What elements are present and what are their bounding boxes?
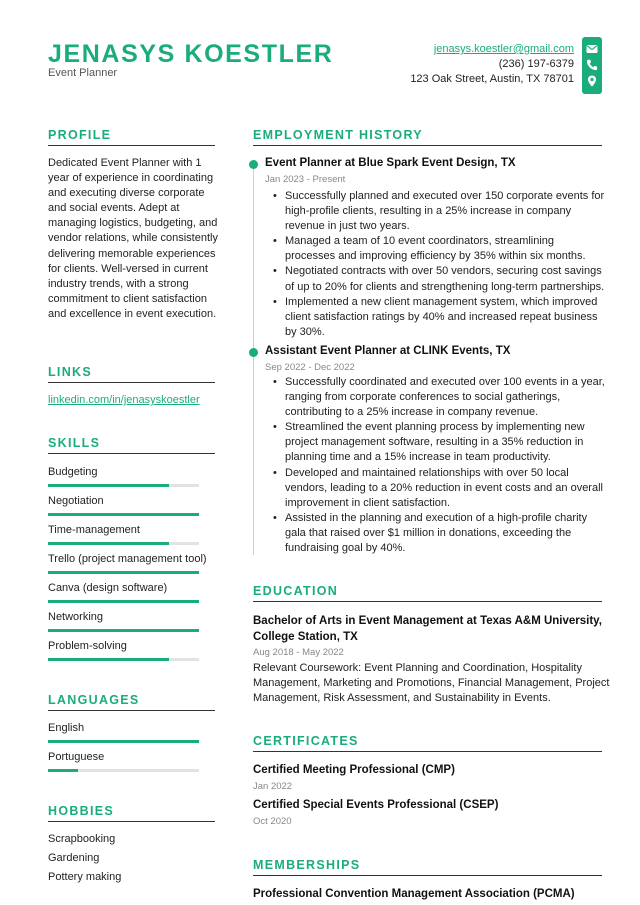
- address: 123 Oak Street, Austin, TX 78701: [410, 73, 574, 85]
- skills-divider: [48, 453, 215, 454]
- skill-label: Time-management: [48, 524, 140, 536]
- job-entry-dates: Sep 2022 - Dec 2022: [265, 362, 355, 373]
- job-entry-dates: Jan 2023 - Present: [265, 174, 346, 185]
- skill-level-fill: [48, 629, 199, 632]
- bullet-item: • Managed a team of 10 event coordinators, streamlining processes and improving efficiency by 35% within six months.: [285, 234, 605, 264]
- links-divider: [48, 382, 215, 383]
- bullet-item: • Streamlined the event planning process by implementing new project management software, resulting in a 35% reduction in planning time and a 15% increase in team productivity.: [285, 420, 605, 465]
- languages-divider: [48, 710, 215, 711]
- skill-level-bar: [48, 542, 199, 545]
- bullet-item: • Successfully coordinated and executed over 100 events in a year, ranging from corporate conferences to social gatherings, contributing to a 25% increase in company revenue.: [285, 375, 605, 420]
- skill-level-bar: [48, 600, 199, 603]
- skill-item: [48, 495, 208, 507]
- skill-item: [48, 611, 208, 623]
- bullet-item: • Successfully planned and executed over 150 corporate events for high-profile clients, resulting in a 25% increase in company revenue in just two years.: [285, 189, 605, 234]
- skill-label: Networking: [48, 611, 104, 623]
- skill-level-bar: [48, 513, 199, 516]
- skill-level-bar: [48, 571, 199, 574]
- timeline-dot: [249, 160, 258, 169]
- job-entry-title: Event Planner at Blue Spark Event Design, TX: [265, 157, 516, 169]
- certificates-divider: [253, 751, 602, 752]
- membership-item: Professional Convention Management Association (PCMA): [253, 888, 575, 900]
- timeline-line: [253, 167, 254, 555]
- bullet-item: • Developed and maintained relationships with over 50 local vendors, leading to a 20% reduction in event costs and an overall improvement in client satisfaction.: [285, 466, 605, 511]
- skill-label: Canva (design software): [48, 582, 168, 594]
- bullet-item: • Negotiated contracts with over 50 vendors, securing cost savings of up to 20% for clients and strengthening long-term partnerships.: [285, 264, 605, 294]
- employment-heading: EMPLOYMENT HISTORY: [253, 128, 423, 142]
- memberships-divider: [253, 875, 602, 876]
- skill-level-bar: [48, 484, 199, 487]
- phone-number: (236) 197-6379: [498, 58, 574, 70]
- skill-label: Problem-solving: [48, 640, 127, 652]
- timeline-dot: [249, 348, 258, 357]
- hobbies-heading: HOBBIES: [48, 804, 115, 818]
- degree-title: Bachelor of Arts in Event Management at Texas A&M University, College Station, TX: [253, 615, 602, 643]
- language-item: [48, 722, 208, 734]
- envelope-icon: [586, 43, 598, 55]
- languages-heading: LANGUAGES: [48, 693, 140, 707]
- language-label: Portuguese: [48, 751, 105, 763]
- skill-item: [48, 582, 208, 594]
- location-pin-icon: [586, 75, 598, 87]
- bullet-item: • Implemented a new client management system, which improved client satisfaction ratings by 40% and increased repeat business by 30%.: [285, 295, 605, 340]
- profile-heading: PROFILE: [48, 128, 112, 142]
- degree-dates: Aug 2018 - May 2022: [253, 647, 344, 658]
- skill-item: [48, 524, 208, 536]
- job-entry-bullets: [285, 189, 605, 340]
- education-heading: EDUCATION: [253, 584, 339, 598]
- skill-item: [48, 553, 208, 565]
- contact-icon-bar: [582, 37, 602, 94]
- job-entry-bullets: [285, 375, 605, 556]
- skill-level-fill: [48, 513, 199, 516]
- email-link[interactable]: jenasys.koestler@gmail.com: [433, 43, 574, 55]
- skill-level-fill: [48, 484, 169, 487]
- memberships-heading: MEMBERSHIPS: [253, 858, 361, 872]
- certificate-title: Certified Meeting Professional (CMP): [253, 764, 455, 776]
- skill-item: [48, 640, 208, 652]
- skill-label: Negotiation: [48, 495, 104, 507]
- links-heading: LINKS: [48, 365, 92, 379]
- skill-level-bar: [48, 658, 199, 661]
- skill-label: Budgeting: [48, 466, 98, 478]
- certificates-heading: CERTIFICATES: [253, 734, 359, 748]
- skill-level-bar: [48, 629, 199, 632]
- candidate-name: JENASYS KOESTLER: [48, 40, 334, 68]
- certificate-date: Oct 2020: [253, 816, 292, 827]
- hobby-item: Scrapbooking: [48, 833, 116, 845]
- linkedin-link[interactable]: linkedin.com/in/jenasyskoestler: [48, 394, 200, 406]
- language-level-bar: [48, 740, 199, 743]
- employment-divider: [253, 145, 602, 146]
- profile-divider: [48, 145, 215, 146]
- skill-level-fill: [48, 600, 199, 603]
- hobby-item: Pottery making: [48, 871, 122, 883]
- profile-text: Dedicated Event Planner with 1 year of experience in coordinating and executing diverse corporate and social events. Adept at managing logistics, budgeting, and vendor relations, while consistently delivering memorable experiences for clients. Well-versed in current industry trends, with a strong commitment to client satisfaction and excellence in event execution.: [48, 157, 218, 320]
- skill-level-fill: [48, 658, 169, 661]
- skills-heading: SKILLS: [48, 436, 101, 450]
- job-entry-title: Assistant Event Planner at CLINK Events, TX: [265, 345, 511, 357]
- language-level-bar: [48, 769, 199, 772]
- skill-level-fill: [48, 571, 199, 574]
- language-level-fill: [48, 740, 199, 743]
- certificate-date: Jan 2022: [253, 781, 293, 792]
- skill-item: [48, 466, 208, 478]
- contact-info: [410, 42, 574, 87]
- coursework-text: Relevant Coursework: Event Planning and Coordination, Hospitality Management, Marketing and Promotions, Financial Management, Project Management, Risk Assessment, and Sustainability in Events.: [253, 662, 610, 705]
- hobby-item: Gardening: [48, 852, 100, 864]
- education-divider: [253, 601, 602, 602]
- job-title: Event Planner: [48, 67, 118, 79]
- certificate-title: Certified Special Events Professional (CSEP): [253, 799, 499, 811]
- hobbies-divider: [48, 821, 215, 822]
- language-item: [48, 751, 208, 763]
- skill-level-fill: [48, 542, 169, 545]
- language-label: English: [48, 722, 85, 734]
- skill-label: Trello (project management tool): [48, 553, 207, 565]
- bullet-item: • Assisted in the planning and execution of a high-profile charity gala that raised over $1 million in donations, exceeding the fundraising goal by 40%.: [285, 511, 605, 556]
- language-level-fill: [48, 769, 78, 772]
- phone-icon: [586, 59, 598, 71]
